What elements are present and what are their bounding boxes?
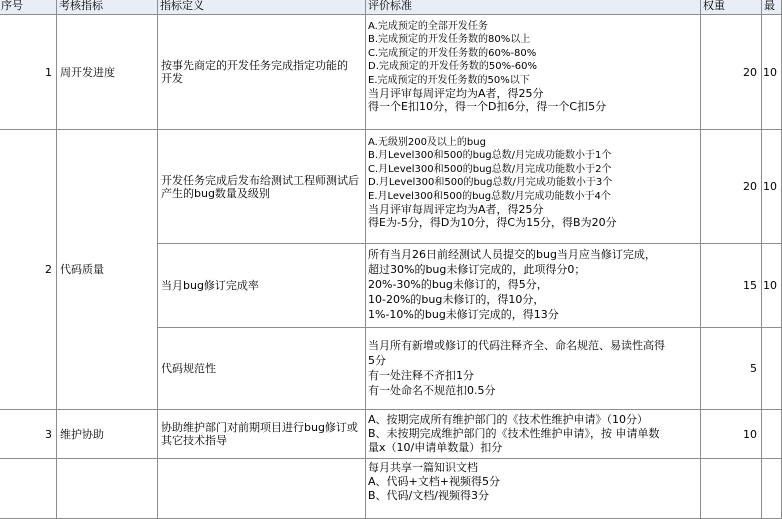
criteria-line: 得E为-5分，得D为10分，得C为15分，得B为20分 bbox=[368, 216, 617, 230]
row1-criteria[interactable] bbox=[366, 15, 701, 130]
row4-seq[interactable] bbox=[0, 459, 57, 519]
criteria-line: C.完成预定的开发任务数的60%-80% bbox=[368, 47, 537, 59]
criteria-line: 所有当月26日前经测试人员提交的bug当月应当修订完成， bbox=[368, 248, 656, 261]
row1-extra[interactable]: 10 bbox=[762, 15, 782, 130]
row2-seq[interactable]: 2 bbox=[0, 130, 57, 410]
row3-definition[interactable]: 协助维护部门对前期项目进行bug修订或其它技术指导 bbox=[158, 410, 366, 459]
row1-seq[interactable]: 1 bbox=[0, 15, 57, 130]
row2a-weight[interactable]: 20 bbox=[701, 130, 762, 244]
row4-weight[interactable] bbox=[701, 459, 762, 519]
row2a-criteria[interactable] bbox=[366, 130, 701, 244]
row2b-definition[interactable]: 当月bug修订完成率 bbox=[158, 244, 366, 328]
criteria-line: 得一个E扣10分，得一个D扣6分，得一个C扣5分 bbox=[368, 100, 607, 114]
row3-extra[interactable] bbox=[762, 410, 782, 459]
row2b-weight[interactable]: 15 bbox=[701, 244, 762, 328]
criteria-line: B、代码/文档/视频得3分 bbox=[368, 489, 489, 502]
criteria-line: A、代码+文档+视频得5分 bbox=[368, 475, 500, 488]
criteria-line: E.月Level300和500的bug总数/月完成功能数小于4个 bbox=[368, 190, 611, 202]
criteria-line: 有一处命名不规范扣0.5分 bbox=[368, 384, 496, 397]
criteria-line: 当月评审每周评定均为A者，得25分 bbox=[368, 87, 544, 101]
row2a-definition[interactable]: 开发任务完成后发布给测试工程师测试后产生的bug数量及级别 bbox=[158, 130, 366, 244]
header-extra[interactable]: 最 bbox=[762, 0, 782, 15]
row3-weight[interactable]: 10 bbox=[701, 410, 762, 459]
header-criteria[interactable]: 评价标准 bbox=[366, 0, 701, 15]
criteria-line: 量x（10/申请单数量）扣分 bbox=[368, 441, 503, 454]
row4-criteria[interactable] bbox=[366, 459, 701, 519]
row2a-extra[interactable]: 10 bbox=[762, 130, 782, 244]
row2c-definition[interactable]: 代码规范性 bbox=[158, 328, 366, 410]
criteria-line: A、按期完成所有维护部门的《技术性维护申请》（10分） bbox=[368, 413, 649, 426]
header-weight[interactable]: 权重 bbox=[701, 0, 762, 15]
row2c-extra[interactable] bbox=[762, 328, 782, 410]
row2b-criteria[interactable] bbox=[366, 244, 701, 328]
row1-item[interactable]: 周开发进度 bbox=[57, 15, 158, 130]
criteria-line: C.月Level300和500的bug总数/月完成功能数小于2个 bbox=[368, 163, 612, 175]
header-item[interactable]: 考核指标 bbox=[57, 0, 158, 15]
row2-item[interactable]: 代码质量 bbox=[57, 130, 158, 410]
criteria-line: 5分 bbox=[368, 354, 386, 367]
row1-weight[interactable]: 20 bbox=[701, 15, 762, 130]
row2c-criteria[interactable] bbox=[366, 328, 701, 410]
criteria-line: 当月所有新增或修订的代码注释齐全、命名规范、易读性高得 bbox=[368, 339, 665, 352]
row4-definition[interactable] bbox=[158, 459, 366, 519]
criteria-line: B、未按期完成维护部门的《技术性维护申请》，按 申请单数 bbox=[368, 427, 660, 440]
criteria-line: 每月共享一篇知识文档 bbox=[368, 461, 478, 474]
row2c-weight[interactable]: 5 bbox=[701, 328, 762, 410]
criteria-line: E.完成预定的开发任务数的50%以下 bbox=[368, 74, 530, 86]
row2b-extra[interactable]: 10 bbox=[762, 244, 782, 328]
criteria-line: 当月评审每周评定均为A者，得25分 bbox=[368, 203, 544, 217]
header-seq[interactable]: 序号 bbox=[0, 0, 57, 15]
criteria-line: B.完成预定的开发任务数的80%以上 bbox=[368, 34, 531, 46]
criteria-line: 超过30%的bug未修订完成的，此项得分0； bbox=[368, 263, 586, 276]
header-definition[interactable]: 指标定义 bbox=[158, 0, 366, 15]
criteria-line: 1%-10%的bug未修订完成的，得13分 bbox=[368, 308, 559, 321]
row4-extra[interactable] bbox=[762, 459, 782, 519]
criteria-line: D.月Level300和500的bug总数/月完成功能数小于3个 bbox=[368, 177, 613, 189]
row3-criteria[interactable] bbox=[366, 410, 701, 459]
criteria-line: 20%-30%的bug未修订的，得5分， bbox=[368, 278, 548, 291]
row1-definition[interactable]: 按事先商定的开发任务完成指定功能的开发 bbox=[158, 15, 366, 130]
criteria-line: B.月Level300和500的bug总数/月完成功能数小于1个 bbox=[368, 150, 612, 162]
row3-seq[interactable]: 3 bbox=[0, 410, 57, 459]
criteria-line: 10-20%的bug未修订的，得10分， bbox=[368, 293, 545, 306]
criteria-line: A.完成预定的全部开发任务 bbox=[368, 21, 488, 32]
criteria-line: A.无级别200及以上的bug bbox=[368, 137, 486, 148]
criteria-line: D.完成预定的开发任务数的50%-60% bbox=[368, 61, 537, 73]
row4-item[interactable] bbox=[57, 459, 158, 519]
row3-item[interactable]: 维护协助 bbox=[57, 410, 158, 459]
criteria-line: 有一处注释不齐扣1分 bbox=[368, 369, 474, 382]
